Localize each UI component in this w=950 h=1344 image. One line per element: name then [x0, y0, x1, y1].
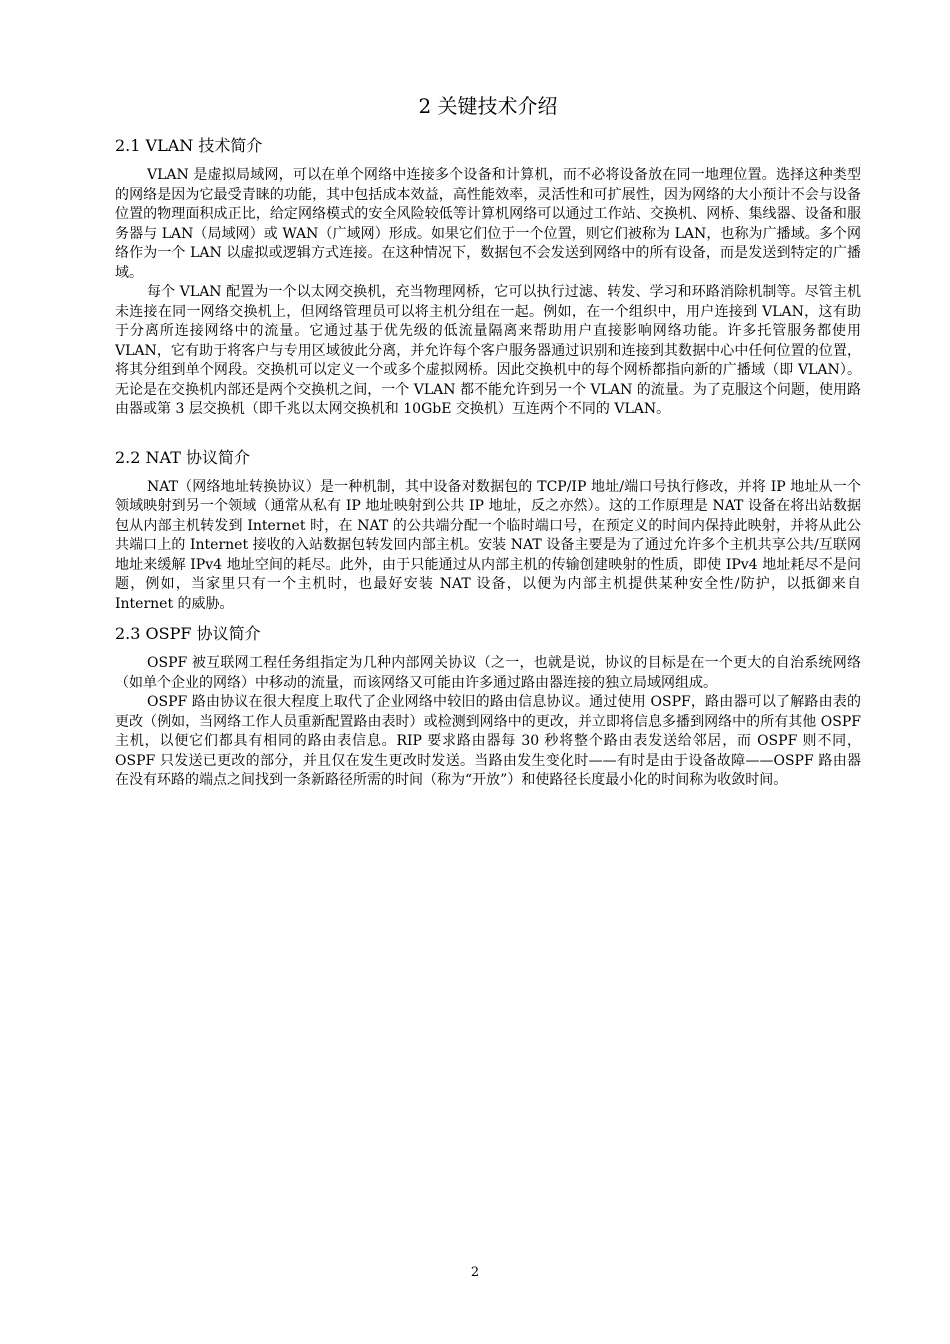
section-heading: 2.1 VLAN 技术简介	[115, 136, 263, 155]
paragraph: VLAN 是虚拟局域网，可以在单个网络中连接多个设备和计算机，而不必将设备放在同一地理位置。选择这种类型的网络是因为它最受青睐的功能，其中包括成本效益，高性能效率，灵活性和可扩展性，因为网络的大小预计不会与设备位置的物理面积成正比，给定网络模式的安全风险较低等计算机网络可以通过工作站、交换机、网桥、集线器、设备和服务器与 LAN（局域网）或 WAN（广域网）形成。如果它们位于一个位置，则它们被称为 LAN，也称为广播域。多个网络作为一个 LAN 以虚拟或逻辑方式连接。在这种情况下，数据包不会发送到网络中的所有设备，而是发送到特定的广播域。	[115, 167, 861, 281]
paragraph: NAT（网络地址转换协议）是一种机制，其中设备对数据包的 TCP/IP 地址/端口号执行修改，并将 IP 地址从一个领域映射到另一个领域（通常从私有 IP 地址映射到公共 IP 地址，反之亦然）。这的工作原理是 NAT 设备在将出站数据包从内部主机转发到 Internet 时，在 NAT 的公共端分配一个临时端口号，在预定义的时间内保持此映射，并将从此公共端口上的 Internet 接收的入站数据包转发回内部主机。安装 NAT 设备主要是为了通过允许多个主机共享公共/互联网地址来缓解 IPv4 地址空间的耗尽。此外，由于只能通过从内部主机的传输创建映射的性质，即使 IPv4 地址耗尽不是问题，例如，当家里只有一个主机时，也最好安装 NAT 设备，以便为内部主机提供某种安全性/防护，以抵御来自 Internet 的威胁。	[115, 478, 861, 612]
chapter-title: 2 关键技术介绍	[418, 94, 558, 118]
section-heading: 2.2 NAT 协议简介	[115, 447, 250, 467]
paragraph: OSPF 路由协议在很大程度上取代了企业网络中较旧的路由信息协议。通过使用 OSPF，路由器可以了解路由表的更改（例如，当网络工作人员重新配置路由表时）或检测到网络中的更改，并立即将信息多播到网络中的所有其他 OSPF 主机，以便它们都具有相同的路由表信息。RIP 要求路由器每 30 秒将整个路由表发送给邻居，而 OSPF 则不同，OSPF 只发送已更改的部分，并且仅在发生更改时发送。当路由发生变化时——有时是由于设备故障——OSPF 路由器在没有环路的端点之间找到一条新路径所需的时间（称为“开放”）和使路径长度最小化的时间称为收敛时间。	[115, 694, 861, 788]
paragraph: 每个 VLAN 配置为一个以太网交换机，充当物理网桥，它可以执行过滤、转发、学习和环路消除机制等。尽管主机未连接在同一网络交换机上，但网络管理员可以将主机分组在一起。例如，在一个组织中，用户连接到 VLAN，这有助于分离所连接网络中的流量。它通过基于优先级的低流量隔离来帮助用户直接影响网络功能。许多托管服务都使用 VLAN，它有助于将客户与专用区域彼此分离，并允许每个客户服务器通过识别和连接到其数据中心中任何位置的位置，将其分组到单个网段。交换机可以定义一个或多个虚拟网桥。因此交换机中的每个网桥都指向新的广播域（即 VLAN）。无论是在交换机内部还是两个交换机之间，一个 VLAN 都不能允许到另一个 VLAN 的流量。为了克服这个问题，使用路由器或第 3 层交换机（即千兆以太网交换机和 10GbE 交换机）互连两个不同的 VLAN。	[115, 284, 861, 417]
page-number: 2	[470, 1265, 480, 1280]
section-vlan	[115, 134, 861, 420]
section-spacer	[115, 420, 861, 446]
section-nat	[115, 446, 861, 615]
section-heading: 2.3 OSPF 协议简介	[115, 624, 261, 643]
document-page	[115, 92, 861, 791]
paragraph: OSPF 被互联网工程任务组指定为几种内部网关协议（之一，也就是说，协议的目标是在一个更大的自治系统网络（如单个企业的网络）中移动的流量，而该网络又可能由许多通过路由器连接的独立局域网组成。	[115, 655, 861, 691]
section-ospf	[115, 622, 861, 791]
section-spacer	[115, 614, 861, 622]
